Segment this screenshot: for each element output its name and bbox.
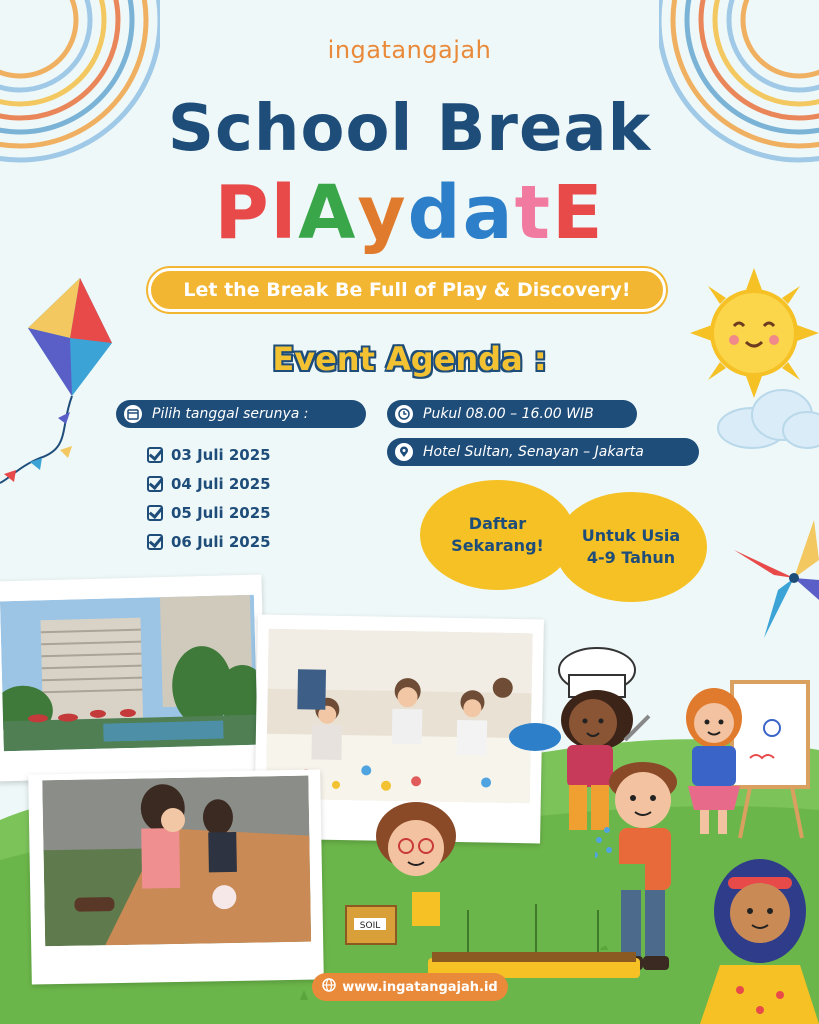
date-picker-pill <box>116 400 366 428</box>
brand-logo <box>0 36 819 64</box>
title-letter: l <box>270 170 299 256</box>
title-letter: d <box>407 170 463 256</box>
title-letter: E <box>551 170 605 256</box>
hotel-photo <box>0 595 258 752</box>
checkbox-icon <box>147 534 163 550</box>
list-item: 06 Juli 2025 <box>147 527 271 556</box>
sun-illustration <box>690 268 819 398</box>
hijab-girl-illustration <box>700 855 819 1024</box>
kite-illustration <box>0 278 115 493</box>
checkbox-icon <box>147 505 163 521</box>
title-letter: y <box>357 170 408 256</box>
checkbox-icon <box>147 447 163 463</box>
list-item: 04 Juli 2025 <box>147 469 271 498</box>
title-letter: a <box>462 170 515 256</box>
event-agenda-heading: Event Agenda : <box>272 340 547 378</box>
time-label: Pukul 08.00 – 16.00 WIB <box>423 406 594 422</box>
location-label: Hotel Sultan, Senayan – Jakarta <box>423 444 644 460</box>
page-title: School Break <box>167 92 652 166</box>
photo-play-frame <box>28 769 324 984</box>
location-pin-icon <box>395 443 413 461</box>
list-item: 05 Juli 2025 <box>147 498 271 527</box>
clock-icon <box>395 405 413 423</box>
logo-text: ingatangajah <box>327 36 492 64</box>
calendar-icon <box>124 405 142 423</box>
title-letter: t <box>514 170 552 256</box>
tagline-banner: Let the Break Be Full of Play & Discovery! <box>148 268 666 312</box>
page-subtitle-playdate <box>0 170 819 256</box>
date-list <box>147 440 271 556</box>
age-range-bubble: Untuk Usia 4-9 Tahun <box>555 492 707 602</box>
date-picker-label: Pilih tanggal serunya : <box>152 406 309 422</box>
list-item: 03 Juli 2025 <box>147 440 271 469</box>
girl-playing-photo <box>42 776 311 947</box>
plant-bed-illustration <box>428 880 640 980</box>
soil-label: SOIL <box>359 921 381 931</box>
title-letter: A <box>298 170 358 256</box>
photo-hotel-frame <box>0 575 267 782</box>
location-pill <box>387 438 699 466</box>
website-url: www.ingatangajah.id <box>342 979 498 995</box>
checkbox-icon <box>147 476 163 492</box>
title-letter: P <box>214 170 271 256</box>
cloud-illustration <box>712 380 819 455</box>
time-pill <box>387 400 637 428</box>
pinwheel-illustration <box>734 520 819 640</box>
globe-icon <box>322 978 336 996</box>
register-now-bubble[interactable]: Daftar Sekarang! <box>420 480 575 590</box>
website-link[interactable] <box>312 973 508 1001</box>
